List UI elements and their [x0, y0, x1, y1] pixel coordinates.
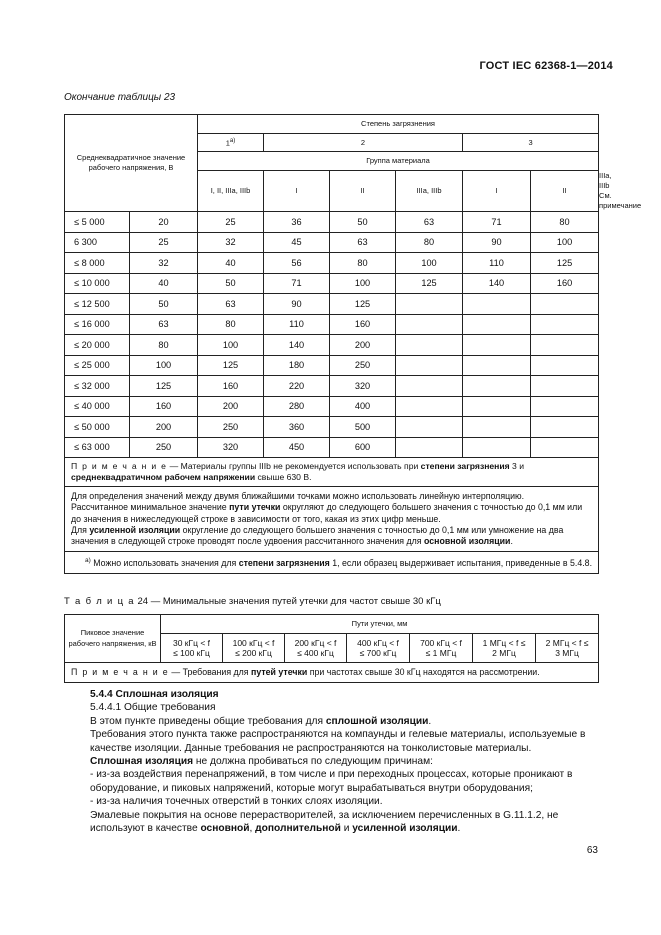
table-cell — [463, 417, 531, 438]
table23-note: П р и м е ч а н и е — Материалы группы IIIb не рекомендуется использовать при степени загрязнения 3 и среднеквадратичном рабочем напряжении свыше 630 В. — [65, 458, 599, 487]
table-cell: 50 — [198, 273, 264, 294]
table-cell: ≤ 8 000 — [65, 253, 130, 274]
table-cell: 500 — [330, 417, 396, 438]
table-cell: 320 — [198, 437, 264, 458]
table-cell: 250 — [330, 355, 396, 376]
header-frequency: 700 кГц < f ≤ 1 МГц — [410, 634, 473, 663]
table-cell: 600 — [330, 437, 396, 458]
table-cell — [463, 355, 531, 376]
table-cell: ≤ 16 000 — [65, 314, 130, 335]
table-cell: 63 — [396, 212, 463, 233]
table-row — [65, 253, 599, 274]
paragraph: В этом пункте приведены общие требования для сплошной изоляции. — [90, 715, 432, 727]
table-cell: ≤ 20 000 — [65, 335, 130, 356]
table-cell — [396, 314, 463, 335]
table24-caption: Т а б л и ц а 24 — Минимальные значения путей утечки для частот свыше 30 кГц — [64, 596, 441, 607]
paragraph: Эмалевые покрытия на основе перерастворителей, за исключением перечисленных в G.11.1.2, не используют в качестве основной, дополнительной и усиленной изоляции. — [90, 809, 559, 835]
table-cell: ≤ 63 000 — [65, 437, 130, 458]
header-group: IIIa, IIIb — [396, 171, 463, 212]
table-row — [65, 294, 599, 315]
table-cell — [531, 314, 599, 335]
paragraph: Сплошная изоляция не должна пробиваться по следующим причинам: — [90, 756, 433, 768]
table-cell: 80 — [198, 314, 264, 335]
header-frequency: 100 кГц < f ≤ 200 кГц — [223, 634, 285, 663]
header-degree-3: 3 — [463, 134, 599, 152]
table-cell: ≤ 32 000 — [65, 376, 130, 397]
table-cell: ≤ 25 000 — [65, 355, 130, 376]
section-body — [64, 688, 598, 835]
table-row — [65, 417, 599, 438]
table-cell: 71 — [264, 273, 330, 294]
table-cell — [396, 335, 463, 356]
table-row — [65, 335, 599, 356]
header-frequency: 1 МГц < f ≤ 2 МГц — [473, 634, 536, 663]
table-cell: 125 — [531, 253, 599, 274]
table-cell: 80 — [531, 212, 599, 233]
table-cell: 80 — [330, 253, 396, 274]
table-cell: 110 — [463, 253, 531, 274]
table-cell: 25 — [198, 212, 264, 233]
header-frequency: 200 кГц < f ≤ 400 кГц — [285, 634, 347, 663]
header-group: II — [531, 171, 599, 212]
table-cell: 63 — [130, 314, 198, 335]
table-cell: ≤ 40 000 — [65, 396, 130, 417]
header-degree-2: 2 — [264, 134, 463, 152]
table-cell — [396, 437, 463, 458]
table-cell: 6 300 — [65, 232, 130, 253]
table24-note: П р и м е ч а н и е — Требования для путей утечки при частотах свыше 30 кГц находятся на рассмотрении. — [65, 663, 599, 683]
table-cell — [531, 437, 599, 458]
subsection-heading: 5.4.4.1 Общие требования — [90, 702, 216, 714]
table23-footnote: $^{a)}$ Можно использовать значения для степени загрязнения 1, если образец выдерживает испытания, приведенные в 5.4.8. — [65, 552, 599, 573]
table-row — [65, 355, 599, 376]
table-cell: 36 — [264, 212, 330, 233]
table-cell: 32 — [198, 232, 264, 253]
table-cell: 100 — [396, 253, 463, 274]
table-row — [65, 437, 599, 458]
paragraph: Требования этого пункта также распространяются на компаунды и гелевые материалы, используемые в качестве изоляции. Данные требования не распространяются на тонколистовые материалы. — [90, 729, 586, 754]
header-peak-voltage: Пиковое значение рабочего напряжения, кВ — [65, 615, 161, 663]
table-cell: 45 — [264, 232, 330, 253]
table-cell: ≤ 12 500 — [65, 294, 130, 315]
table-cell — [396, 417, 463, 438]
table-cell: 63 — [330, 232, 396, 253]
table-cell: 180 — [264, 355, 330, 376]
table-cell — [463, 335, 531, 356]
table-cell: 250 — [198, 417, 264, 438]
table-cell: 80 — [130, 335, 198, 356]
table-cell: 140 — [463, 273, 531, 294]
table-cell: 160 — [130, 396, 198, 417]
table-row — [65, 396, 599, 417]
table-cell: 110 — [264, 314, 330, 335]
table-cell: 50 — [130, 294, 198, 315]
table-row — [65, 212, 599, 233]
table-cell: 450 — [264, 437, 330, 458]
table-cell: 400 — [330, 396, 396, 417]
table-cell: 160 — [198, 376, 264, 397]
header-rms-voltage: Среднеквадратичное значение рабочего напряжения, В — [65, 115, 198, 212]
table-cell — [463, 294, 531, 315]
table-cell — [463, 314, 531, 335]
header-group: I — [463, 171, 531, 212]
table-cell: 200 — [330, 335, 396, 356]
table-cell — [463, 437, 531, 458]
table-cell: 32 — [130, 253, 198, 274]
table-row — [65, 273, 599, 294]
table-cell: 50 — [330, 212, 396, 233]
table-cell — [396, 396, 463, 417]
table-cell: ≤ 5 000 — [65, 212, 130, 233]
table-cell: 200 — [198, 396, 264, 417]
table-cell: 140 — [264, 335, 330, 356]
table-cell — [463, 396, 531, 417]
table-cell — [531, 355, 599, 376]
table-cell: 100 — [198, 335, 264, 356]
header-degree-1: 1$^{a)}$ — [198, 134, 264, 152]
document-header: ГОСТ IEC 62368-1—2014 — [479, 60, 613, 72]
table-cell: 20 — [130, 212, 198, 233]
table-cell: 250 — [130, 437, 198, 458]
table-cell: 125 — [396, 273, 463, 294]
table-cell: 90 — [264, 294, 330, 315]
table-row — [65, 232, 599, 253]
table-cell: 360 — [264, 417, 330, 438]
list-item: - из-за наличия точечных отверстий в тонких слоях изоляции. — [90, 796, 383, 808]
table-cell: 40 — [130, 273, 198, 294]
table-cell — [531, 335, 599, 356]
table-cell: 80 — [396, 232, 463, 253]
table-cell: 125 — [330, 294, 396, 315]
table-cell: 100 — [130, 355, 198, 376]
header-group: I — [264, 171, 330, 212]
page-number: 63 — [586, 845, 598, 856]
table-cell: 90 — [463, 232, 531, 253]
table-cell: 200 — [130, 417, 198, 438]
table-row — [65, 314, 599, 335]
header-pollution-degree: Степень загрязнения — [198, 115, 599, 134]
table-cell — [531, 396, 599, 417]
table23-caption: Окончание таблицы 23 — [64, 92, 176, 103]
table-cell: 125 — [130, 376, 198, 397]
table-23: Среднеквадратичное значение рабочего напряжения, В Степень загрязнения 1$^{a)}$ 2 3 Группа материала I, II, IIIa, IIIb I II IIIa, IIIb I II IIIa, IIIb См. примечание ≤ 5 000 20 25 36 50 63 71 80 6 300 25 32 45 63 80 90 100 ≤ 8 000 32 40 56 80 100 110 125 ≤ 10 000 40 50 71 100 125 140 160 ≤ 12 500 50 63 90 125 ≤ 16 000 63 80 110 160 ≤ 20 000 80 100 140 200 ≤ 25 000 100 125 180 250 ≤ 32 000 125 160 220 320 ≤ 40 000 160 200 280 400 ≤ 50 000 200 250 360 500 ≤ 63 000 250 320 450 600 П р и м е ч а н и е — Материалы группы IIIb не рекомендуется использовать при степени загрязнения 3 и среднеквадратичном рабочем напряжении свыше 630 В. Для определения значений между двумя ближайшими точками можно использовать линейную интерполяцию. Рассчитанное минимальное значение пути утечки округляют до следующего большего значения с точностью до 0,1 мм или до значения в нижеследующей строке в зависимости от того, какая из этих цифр меньше. Для усиленной изоляции округление до следующего большего значения с точностью до 0,1 мм или умножение на два значения в следующей строке проводят после удвоения рассчитанного значения для основной изоляции. $^{a)}$ Можно использовать значения для степени загрязнения 1, если образец выдерживает испытания, приведенные в 5.4.8. — [64, 114, 599, 574]
table-cell — [396, 294, 463, 315]
header-frequency: 2 МГц < f ≤ 3 МГц — [536, 634, 599, 663]
table-cell: 25 — [130, 232, 198, 253]
header-creepage: Пути утечки, мм — [161, 615, 599, 634]
table-cell: 280 — [264, 396, 330, 417]
table-cell: 220 — [264, 376, 330, 397]
table-cell: 71 — [463, 212, 531, 233]
table-cell: 160 — [330, 314, 396, 335]
table-cell — [531, 376, 599, 397]
table-cell: 56 — [264, 253, 330, 274]
table-cell: 100 — [330, 273, 396, 294]
table-cell — [531, 294, 599, 315]
table-row — [65, 376, 599, 397]
table-cell: ≤ 50 000 — [65, 417, 130, 438]
table-24 — [64, 614, 599, 683]
table-cell: 125 — [198, 355, 264, 376]
header-group: II — [330, 171, 396, 212]
table-cell: ≤ 10 000 — [65, 273, 130, 294]
header-group: I, II, IIIa, IIIb — [198, 171, 264, 212]
list-item: - из-за воздействия перенапряжений, в том числе и при переходных процессах, которые проникают в оборудование, и пиковых напряжений, которые могут вырабатываться внутри оборудования; — [90, 769, 573, 794]
table-cell — [531, 417, 599, 438]
header-frequency: 400 кГц < f ≤ 700 кГц — [347, 634, 410, 663]
table-cell: 63 — [198, 294, 264, 315]
table-cell — [396, 376, 463, 397]
header-frequency: 30 кГц < f ≤ 100 кГц — [161, 634, 223, 663]
table-cell: 320 — [330, 376, 396, 397]
section-heading: 5.4.4 Сплошная изоляция — [90, 689, 219, 700]
table-cell: 40 — [198, 253, 264, 274]
table23-explanation: Для определения значений между двумя ближайшими точками можно использовать линейную интерполяцию. Рассчитанное минимальное значение пути утечки округляют до следующего большего значения с точностью до 0,1 мм или до значения в нижеследующей строке в зависимости от того, какая из этих цифр меньше. Для усиленной изоляции округление до следующего большего значения с точностью до 0,1 мм или умножение на два значения в следующей строке проводят после удвоения рассчитанного значения для основной изоляции. — [65, 487, 599, 552]
table-cell: 160 — [531, 273, 599, 294]
table-cell: 100 — [531, 232, 599, 253]
table-cell — [396, 355, 463, 376]
table-cell — [463, 376, 531, 397]
header-material-group: Группа материала — [198, 152, 599, 171]
